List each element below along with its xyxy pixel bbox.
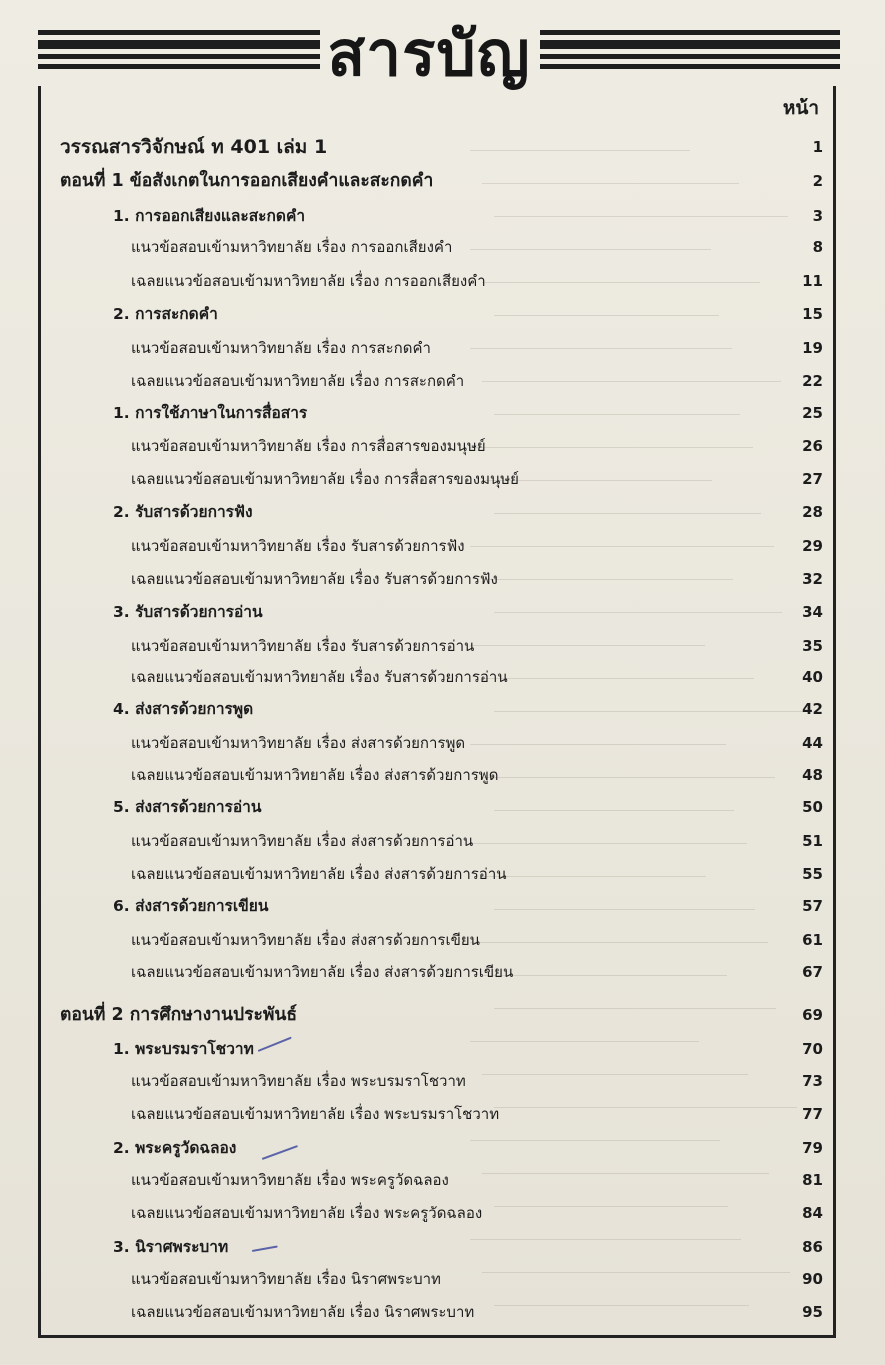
toc-entry-title: เฉลยแนวข้อสอบเข้ามหาวิทยาลัย เรื่อง นิราศพระบาท <box>131 1303 475 1321</box>
toc-entry-page-number: 67 <box>802 963 823 981</box>
toc-entry-section <box>0 597 885 627</box>
toc-entry-page-number: 35 <box>802 637 823 655</box>
toc-entry-book <box>0 132 885 162</box>
toc-entry-page-number: 1 <box>812 138 823 156</box>
toc-entry-section <box>0 792 885 822</box>
toc-entry-title: เฉลยแนวข้อสอบเข้ามหาวิทยาลัย เรื่อง การสื่อสารของมนุษย์ <box>131 470 519 488</box>
toc-entry-page-number: 19 <box>802 339 823 357</box>
toc-entry-page-number: 70 <box>802 1040 823 1058</box>
toc-entry-section <box>0 1034 885 1064</box>
toc-entry-section <box>0 1232 885 1262</box>
toc-entry-title: 2. รับสารด้วยการฟัง <box>113 503 253 521</box>
toc-entry-page-number: 84 <box>802 1204 823 1222</box>
toc-entry-page-number: 73 <box>802 1072 823 1090</box>
toc-entry-title: 3. รับสารด้วยการอ่าน <box>113 603 263 621</box>
toc-entry-item <box>0 728 885 758</box>
toc-entry-item <box>0 925 885 955</box>
toc-entry-page-number: 15 <box>802 305 823 323</box>
toc-entry-page-number: 86 <box>802 1238 823 1256</box>
toc-entry-section <box>0 398 885 428</box>
toc-entry-part <box>0 166 885 196</box>
toc-entry-title: ตอนที่ 2 การศึกษางานประพันธ์ <box>60 1005 298 1025</box>
toc-entry-page-number: 8 <box>812 238 823 256</box>
toc-entry-item <box>0 631 885 661</box>
toc-entry-section <box>0 497 885 527</box>
toc-entry-item <box>0 1066 885 1096</box>
toc-entry-title: เฉลยแนวข้อสอบเข้ามหาวิทยาลัย เรื่อง ส่งสารด้วยการพูด <box>131 766 499 784</box>
toc-entry-title: เฉลยแนวข้อสอบเข้ามหาวิทยาลัย เรื่อง รับสารด้วยการฟัง <box>131 570 498 588</box>
toc-entry-title: เฉลยแนวข้อสอบเข้ามหาวิทยาลัย เรื่อง การออกเสียงคำ <box>131 272 486 290</box>
toc-entry-title: เฉลยแนวข้อสอบเข้ามหาวิทยาลัย เรื่อง ส่งสารด้วยการเขียน <box>131 963 514 981</box>
toc-entry-page-number: 3 <box>812 207 823 225</box>
toc-entry-title: วรรณสารวิจักษณ์ ท 401 เล่ม 1 <box>60 136 328 158</box>
toc-entry-title: 4. ส่งสารด้วยการพูด <box>113 700 254 718</box>
title-stripes-right <box>540 30 840 74</box>
toc-entry-item <box>0 564 885 594</box>
toc-entry-title: แนวข้อสอบเข้ามหาวิทยาลัย เรื่อง พระครูวัดฉลอง <box>131 1171 449 1189</box>
toc-entry-title: ตอนที่ 1 ข้อสังเกตในการออกเสียงคำและสะกดคำ <box>60 171 434 191</box>
toc-entry-page-number: 44 <box>802 734 823 752</box>
toc-entry-title: เฉลยแนวข้อสอบเข้ามหาวิทยาลัย เรื่อง รับสารด้วยการอ่าน <box>131 668 508 686</box>
toc-entry-item <box>0 366 885 396</box>
toc-entry-item <box>0 760 885 790</box>
toc-entry-part <box>0 1000 885 1030</box>
toc-entry-item <box>0 1297 885 1327</box>
toc-entry-title: 1. การใช้ภาษาในการสื่อสาร <box>113 404 308 422</box>
toc-entry-title: แนวข้อสอบเข้ามหาวิทยาลัย เรื่อง การสื่อสารของมนุษย์ <box>131 437 486 455</box>
toc-entry-item <box>0 826 885 856</box>
toc-entry-section <box>0 1133 885 1163</box>
toc-entry-page-number: 77 <box>802 1105 823 1123</box>
toc-entry-page-number: 79 <box>802 1139 823 1157</box>
toc-entry-page-number: 51 <box>802 832 823 850</box>
toc-entry-title: เฉลยแนวข้อสอบเข้ามหาวิทยาลัย เรื่อง การสะกดคำ <box>131 372 465 390</box>
toc-entry-page-number: 2 <box>812 172 823 190</box>
toc-entry-title: แนวข้อสอบเข้ามหาวิทยาลัย เรื่อง รับสารด้วยการฟัง <box>131 537 465 555</box>
toc-entry-page-number: 95 <box>802 1303 823 1321</box>
page-title: สารบัญ <box>327 17 531 90</box>
toc-entry-item <box>0 1099 885 1129</box>
toc-entry-page-number: 81 <box>802 1171 823 1189</box>
toc-entry-title: แนวข้อสอบเข้ามหาวิทยาลัย เรื่อง นิราศพระบาท <box>131 1270 441 1288</box>
toc-entry-item <box>0 1165 885 1195</box>
toc-entry-title: แนวข้อสอบเข้ามหาวิทยาลัย เรื่อง ส่งสารด้วยการเขียน <box>131 931 480 949</box>
toc-entry-page-number: 28 <box>802 503 823 521</box>
toc-entry-page-number: 27 <box>802 470 823 488</box>
toc-entry-item <box>0 531 885 561</box>
toc-entry-title: แนวข้อสอบเข้ามหาวิทยาลัย เรื่อง การสะกดคำ <box>131 339 431 357</box>
toc-entry-item <box>0 957 885 987</box>
toc-entry-title: 3. นิราศพระบาท <box>113 1238 229 1256</box>
toc-entry-page-number: 42 <box>802 700 823 718</box>
toc-entry-title: เฉลยแนวข้อสอบเข้ามหาวิทยาลัย เรื่อง พระบรมราโชวาท <box>131 1105 500 1123</box>
toc-entry-title: 1. พระบรมราโชวาท <box>113 1040 254 1058</box>
toc-entry-title: 6. ส่งสารด้วยการเขียน <box>113 897 269 915</box>
toc-entry-title: แนวข้อสอบเข้ามหาวิทยาลัย เรื่อง การออกเสียงคำ <box>131 238 453 256</box>
toc-entry-page-number: 55 <box>802 865 823 883</box>
toc-entry-item <box>0 464 885 494</box>
toc-entry-page-number: 57 <box>802 897 823 915</box>
toc-entry-title: 5. ส่งสารด้วยการอ่าน <box>113 798 262 816</box>
toc-entry-title: เฉลยแนวข้อสอบเข้ามหาวิทยาลัย เรื่อง ส่งสารด้วยการอ่าน <box>131 865 507 883</box>
toc-entry-page-number: 11 <box>802 272 823 290</box>
toc-entry-page-number: 48 <box>802 766 823 784</box>
toc-entry-page-number: 29 <box>802 537 823 555</box>
toc-entry-page-number: 22 <box>802 372 823 390</box>
toc-entry-title: แนวข้อสอบเข้ามหาวิทยาลัย เรื่อง ส่งสารด้วยการอ่าน <box>131 832 474 850</box>
toc-entry-item <box>0 859 885 889</box>
toc-entry-page-number: 34 <box>802 603 823 621</box>
toc-entry-page-number: 61 <box>802 931 823 949</box>
toc-entry-item <box>0 1264 885 1294</box>
toc-entry-page-number: 32 <box>802 570 823 588</box>
toc-entry-section <box>0 299 885 329</box>
toc-entry-title: 1. การออกเสียงและสะกดคำ <box>113 207 306 225</box>
toc-entry-section <box>0 201 885 231</box>
toc-entry-page-number: 50 <box>802 798 823 816</box>
toc-entry-item <box>0 333 885 363</box>
toc-entry-title: 2. การสะกดคำ <box>113 305 218 323</box>
toc-entry-item <box>0 431 885 461</box>
toc-entry-section <box>0 694 885 724</box>
toc-entry-item <box>0 232 885 262</box>
toc-entry-title: 2. พระครูวัดฉลอง <box>113 1139 237 1157</box>
page-column-header: หน้า <box>782 97 819 119</box>
toc-entry-item <box>0 662 885 692</box>
toc-entry-item <box>0 266 885 296</box>
toc-entry-page-number: 90 <box>802 1270 823 1288</box>
toc-entry-item <box>0 1198 885 1228</box>
toc-entry-title: เฉลยแนวข้อสอบเข้ามหาวิทยาลัย เรื่อง พระครูวัดฉลอง <box>131 1204 483 1222</box>
toc-entry-page-number: 25 <box>802 404 823 422</box>
toc-entry-section <box>0 891 885 921</box>
toc-entry-title: แนวข้อสอบเข้ามหาวิทยาลัย เรื่อง ส่งสารด้วยการพูด <box>131 734 466 752</box>
toc-entry-page-number: 69 <box>802 1006 823 1024</box>
toc-entry-title: แนวข้อสอบเข้ามหาวิทยาลัย เรื่อง พระบรมราโชวาท <box>131 1072 466 1090</box>
title-stripes-left <box>38 30 320 74</box>
toc-entry-title: แนวข้อสอบเข้ามหาวิทยาลัย เรื่อง รับสารด้วยการอ่าน <box>131 637 475 655</box>
toc-entry-page-number: 40 <box>802 668 823 686</box>
toc-entry-page-number: 26 <box>802 437 823 455</box>
